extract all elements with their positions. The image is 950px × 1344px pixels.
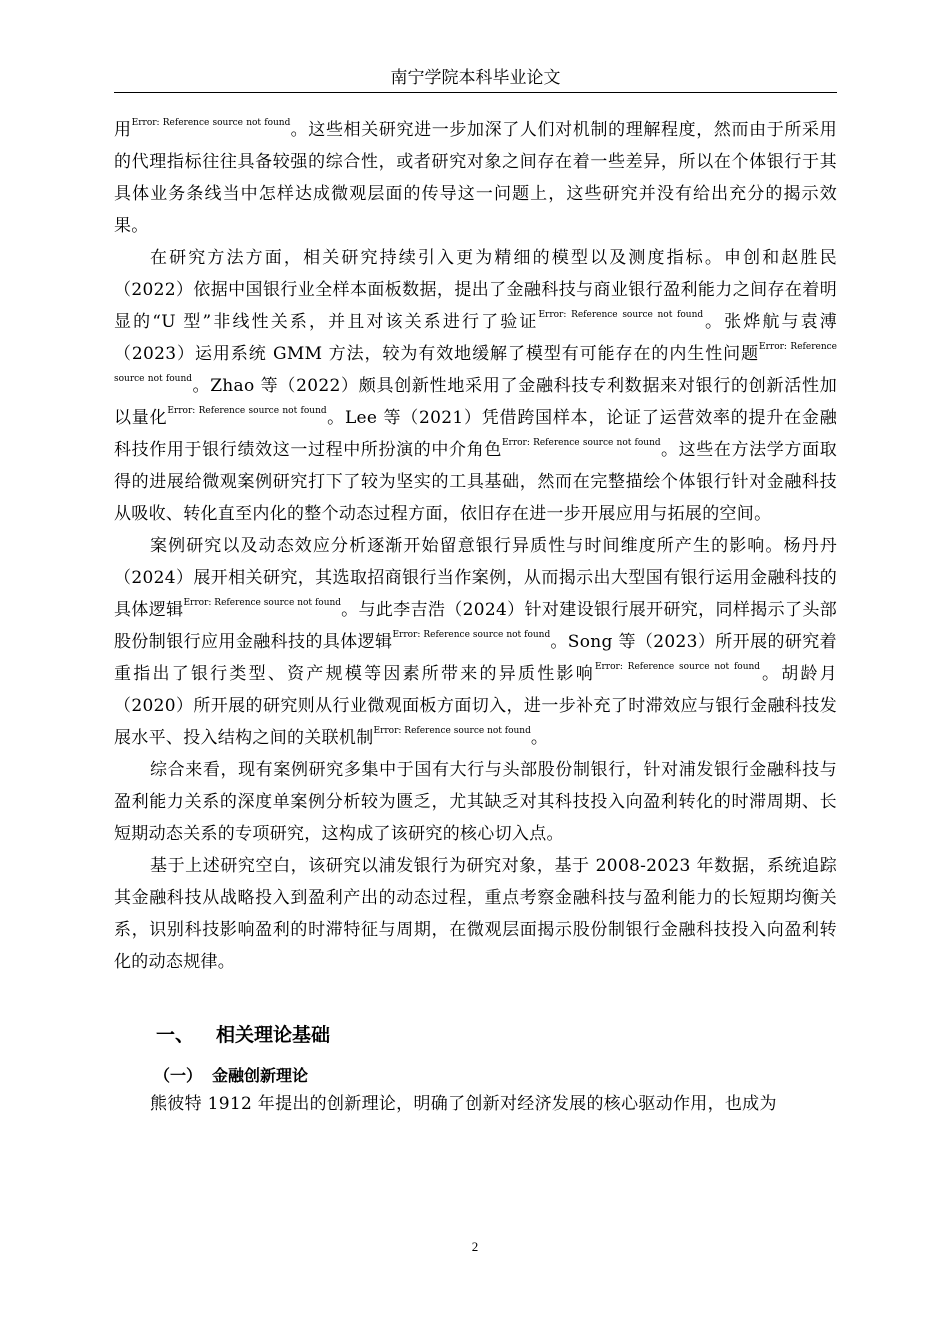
- section-number: 一、: [156, 1024, 195, 1046]
- citation-error: Error: Reference source not found: [501, 438, 661, 448]
- text-span: 综合来看，现有案例研究多集中于国有大行与头部股份制银行，针对浦发银行金融科技与盈利能力关系的深度单案例分析较为匮乏，尤其缺乏对其科技投入向盈利转化的时滞周期、长短期动态关系的专项研究，这构成了该研究的核心切入点。: [114, 760, 837, 844]
- paragraph-5: [114, 850, 837, 978]
- text-span: 熊彼特 1912 年提出的创新理论，明确了创新对经济发展的核心驱动作用，也成为: [150, 1094, 777, 1114]
- paragraph-3: [114, 530, 837, 754]
- text-span: 。与此李吉浩（2024）针对建设银行展开研究，同样揭示了头部股份制银行应用金融科技的具体逻辑: [114, 600, 838, 652]
- citation-error: Error: Reference source not found: [538, 310, 704, 320]
- text-span: 。Song 等（2023）所开展的研究着重指出了银行类型、资产规模等因素所带来的异质性影响: [114, 632, 837, 684]
- text-span: 案例研究以及动态效应分析逐渐开始留意银行异质性与时间维度所产生的影响。杨丹丹（2024）展开相关研究，其选取招商银行当作案例，从而揭示出大型国有银行运用金融科技的具体逻辑: [114, 536, 837, 620]
- text-span: 。这些在方法学方面取得的进展给微观案例研究打下了较为坚实的工具基础，然而在完整描绘个体银行针对金融科技从吸收、转化直至内化的整个动态过程方面，依旧存在进一步开展应用与拓展的空间。: [114, 440, 837, 524]
- text-span: 。张烨航与袁溥（2023）运用系统 GMM 方法，较为有效地缓解了模型有可能存在的内生性问题: [114, 312, 838, 364]
- section-title: 相关理论基础: [216, 1024, 331, 1046]
- text-span: 。Zhao 等（2022）颇具创新性地采用了金融科技专利数据来对银行的创新活性加以量化: [114, 376, 837, 428]
- subsection-title: 金融创新理论: [212, 1066, 309, 1085]
- citation-error: Error: Reference source not found: [373, 726, 531, 736]
- main-content: [114, 114, 837, 1120]
- citation-error: Error: Reference source not found: [167, 406, 327, 416]
- paragraph-1: [114, 114, 837, 242]
- text-span: 用: [114, 120, 132, 140]
- subsection-heading: [154, 1064, 837, 1088]
- page-number: 2: [471, 1239, 479, 1254]
- text-span: 。胡龄月（2020）所开展的研究则从行业微观面板方面切入，进一步补充了时滞效应与银行金融科技发展水平、投入结构之间的关联机制: [114, 664, 837, 748]
- paragraph-4: [114, 754, 837, 850]
- citation-error: Error: Reference source not found: [183, 598, 342, 608]
- text-span: 基于上述研究空白，该研究以浦发银行为研究对象，基于 2008-2023 年数据，系统追踪其金融科技从战略投入到盈利产出的动态过程，重点考察金融科技与盈利能力的长短期均衡关系，识别科技影响盈利的时滞特征与周期，在微观层面揭示股份制银行金融科技投入向盈利转化的动态规律。: [114, 856, 837, 972]
- text-span: 。Lee 等（2021）凭借跨国样本，论证了运营效率的提升在金融科技作用于银行绩效这一过程中所扮演的中介角色: [114, 408, 837, 460]
- citation-error: Error: Reference source not found: [392, 630, 551, 640]
- citation-error: Error: Reference source not found: [131, 118, 291, 128]
- text-span: 。这些相关研究进一步加深了人们对机制的理解程度，然而由于所采用的代理指标往往具备较强的综合性，或者研究对象之间存在着一些差异，所以在个体银行于其具体业务条线当中怎样达成微观层面的传导这一问题上，这些研究并没有给出充分的揭示效果。: [114, 120, 837, 236]
- page-header: 南宁学院本科毕业论文: [390, 68, 561, 88]
- text-span: 。: [530, 728, 549, 748]
- paragraph-2: [114, 242, 837, 530]
- paragraph-6: [114, 1088, 837, 1120]
- subsection-number: （一）: [154, 1066, 203, 1085]
- citation-error: Error: Reference source not found: [114, 342, 837, 384]
- section-heading: [156, 1022, 837, 1048]
- header-rule: [114, 92, 837, 93]
- citation-error: Error: Reference source not found: [594, 662, 761, 672]
- text-span: 在研究方法方面，相关研究持续引入更为精细的模型以及测度指标。申创和赵胜民（2022）依据中国银行业全样本面板数据，提出了金融科技与商业银行盈利能力之间存在着明显的“U 型”非线性关系，并且对该关系进行了验证: [114, 248, 837, 332]
